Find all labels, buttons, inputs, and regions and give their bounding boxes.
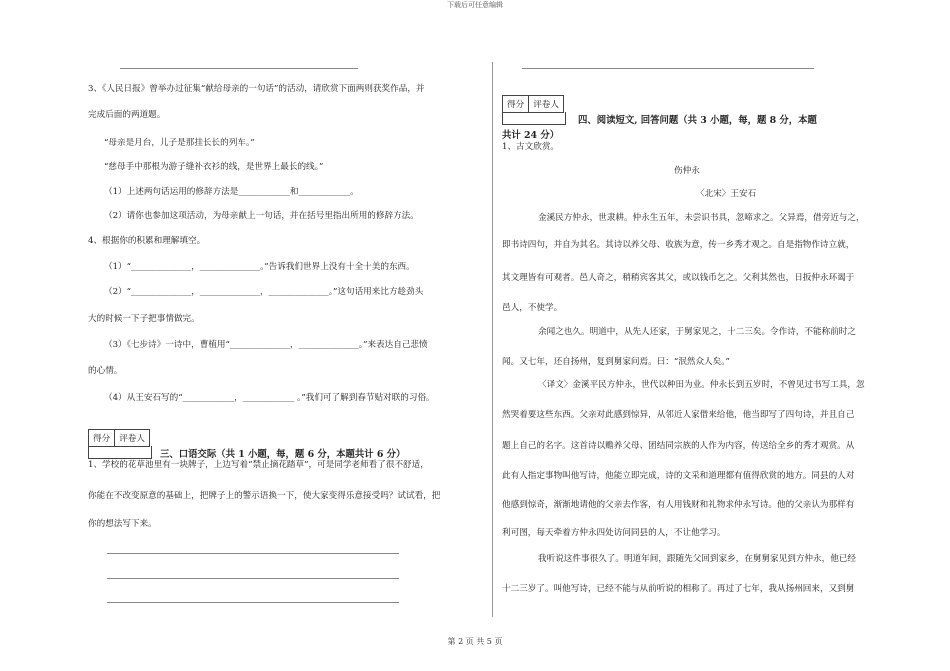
passage-line: 我听说这件事很久了。明道年间，跟随先父回到家乡，在舅舅家见到方仲永，他已经 (538, 554, 856, 564)
answer-line-2 (107, 578, 399, 579)
passage-line: 其文理皆有可观者。邑人奇之，稍稍宾客其父，或以钱币乞之。父利其然也，日扳仲永环谒于 (502, 273, 855, 283)
q4-sub-1: （1）“______________，______________。”告诉我们世界上没有十全十美的东西。 (104, 262, 415, 272)
q4-sub-2: （2）“______________，______________，______________。”这句话用来比方趁劲头 (104, 287, 424, 297)
q4-sub-3: （3）《七步诗》一诗中，曹植用“______________，______________。”来表达自己悲愤 (104, 340, 428, 350)
grader-label: 评卷人 (114, 430, 149, 446)
score-box-right (502, 95, 564, 113)
oral-q1-cont: 你能在不改变原意的基础上，把牌子上的警示语换一下，使大家变得乐意接受吗？试试看，把 (88, 491, 441, 501)
section-3-heading: 三、口语交际（共 1 小题，每，题 6 分，本题共计 6 分） (160, 449, 406, 460)
passage-line: 闻。又七年，还自扬州，复到舅家问焉。曰：“泯然众人矣。” (502, 357, 730, 367)
q3-intro: 3、《人民日报》曾举办过征集“献给母亲的一句话”的活动，请欣赏下面两则获奖作品，并 (88, 84, 425, 94)
passage-author: 〈北宋〉王安石 (696, 189, 757, 199)
passage-line: 余闻之也久。明道中，从先人还家，于舅家见之，十二三矣。令作诗，不能称前时之 (538, 327, 856, 337)
passage-line: 十二三岁了。叫他写诗，已经不能与从前听说的相称了。再过了七年，我从扬州回来，又到舅 (502, 584, 855, 594)
passage-title: 伤仲永 (674, 166, 700, 176)
answer-line-1 (107, 553, 399, 554)
oral-q1-cont-2: 你的想法写下来。 (88, 519, 157, 529)
score-box-right-blank (502, 112, 566, 125)
q4-sub-3-cont: 的心情。 (88, 366, 123, 376)
q4-title: 4、根据你的积累和理解填空。 (88, 236, 206, 246)
top-rule-left (120, 68, 358, 69)
passage-line: 邑人，不使学。 (502, 303, 563, 313)
passage-line: 即书诗四句，并自为其名。其诗以养父母、收族为意，传一乡秀才观之。自是指物作诗立就， (502, 240, 855, 250)
passage-line: 〈译文〉金溪平民方仲永，世代以种田为业。仲永长到五岁时，不曾见过书写工具，忽 (538, 380, 865, 390)
score-label: 得分 (93, 434, 111, 444)
q3-quote-1: “母亲是月台，儿子是那挂长长的列车。” (104, 138, 255, 148)
passage-line: 题上自己的名字。这首诗以赡养父母、团结同宗族的人作为内容，传送给全乡的秀才观赏。从 (502, 441, 855, 451)
section-4-heading: 四、阅读短文, 回答问题（共 3 小题，每，题 8 分，本题 (578, 115, 817, 126)
top-rule-right (522, 68, 814, 69)
page-footer: 第 2 页 共 5 页 (447, 637, 503, 646)
answer-line-3 (107, 602, 399, 603)
grader-label: 评卷人 (528, 96, 563, 112)
section-4-heading-cont: 共计 24 分） (502, 130, 560, 141)
passage-line: 他感到惊奇，渐渐地请他的父亲去作客，有人用钱财和礼物求仲永写诗。他的父亲认为那样有 (502, 500, 855, 510)
page-header: 下载后可任意编辑 (447, 1, 503, 9)
q3-sub-1: （1）上述两句话运用的修辞方法是____________和____________。 (104, 187, 359, 197)
q3-quote-2: “慈母手中那根为游子缝补衣衫的线，是世界上最长的线。” (104, 162, 324, 172)
oral-q1: 1、学校的花草池里有一块牌子，上边写着“禁止摘花踏草”，可是同学老师看了很不舒适， (88, 460, 429, 470)
q3-sub-2: （2）请你也参加这项活动，为母亲献上一句话，并在括号里指出所用的修辞方法。 (104, 211, 419, 221)
score-box-left-blank (88, 446, 152, 459)
passage-line: 此有人指定事物叫他写诗，他能立即完成，诗的文采和道理都有值得欣赏的地方。同县的人对 (502, 471, 855, 481)
score-label: 得分 (507, 100, 525, 110)
q4-sub-2-cont: 大的时候一下子把事情做完。 (88, 314, 200, 324)
reading-q1: 1、古文欣赏。 (502, 142, 560, 152)
passage-line: 金溪民方仲永，世隶耕。仲永生五年，未尝识书具，忽啼求之。父异焉，借旁近与之， (538, 213, 865, 223)
column-divider (492, 62, 493, 617)
q4-sub-4: （4）从王安石写的“____________，____________ 。”我们可了解到春节贴对联的习俗。 (104, 393, 435, 403)
passage-line: 然哭着要这些东西。父亲对此感到惊异，从邻近人家借来给他，他当即写了四句诗，并且自己 (502, 410, 855, 420)
q3-intro-cont: 完成后面的两道题。 (88, 110, 166, 120)
passage-line: 利可图，每天牵着方仲永四处访问同县的人，不让他学习。 (502, 528, 726, 538)
score-box-left (88, 429, 150, 447)
